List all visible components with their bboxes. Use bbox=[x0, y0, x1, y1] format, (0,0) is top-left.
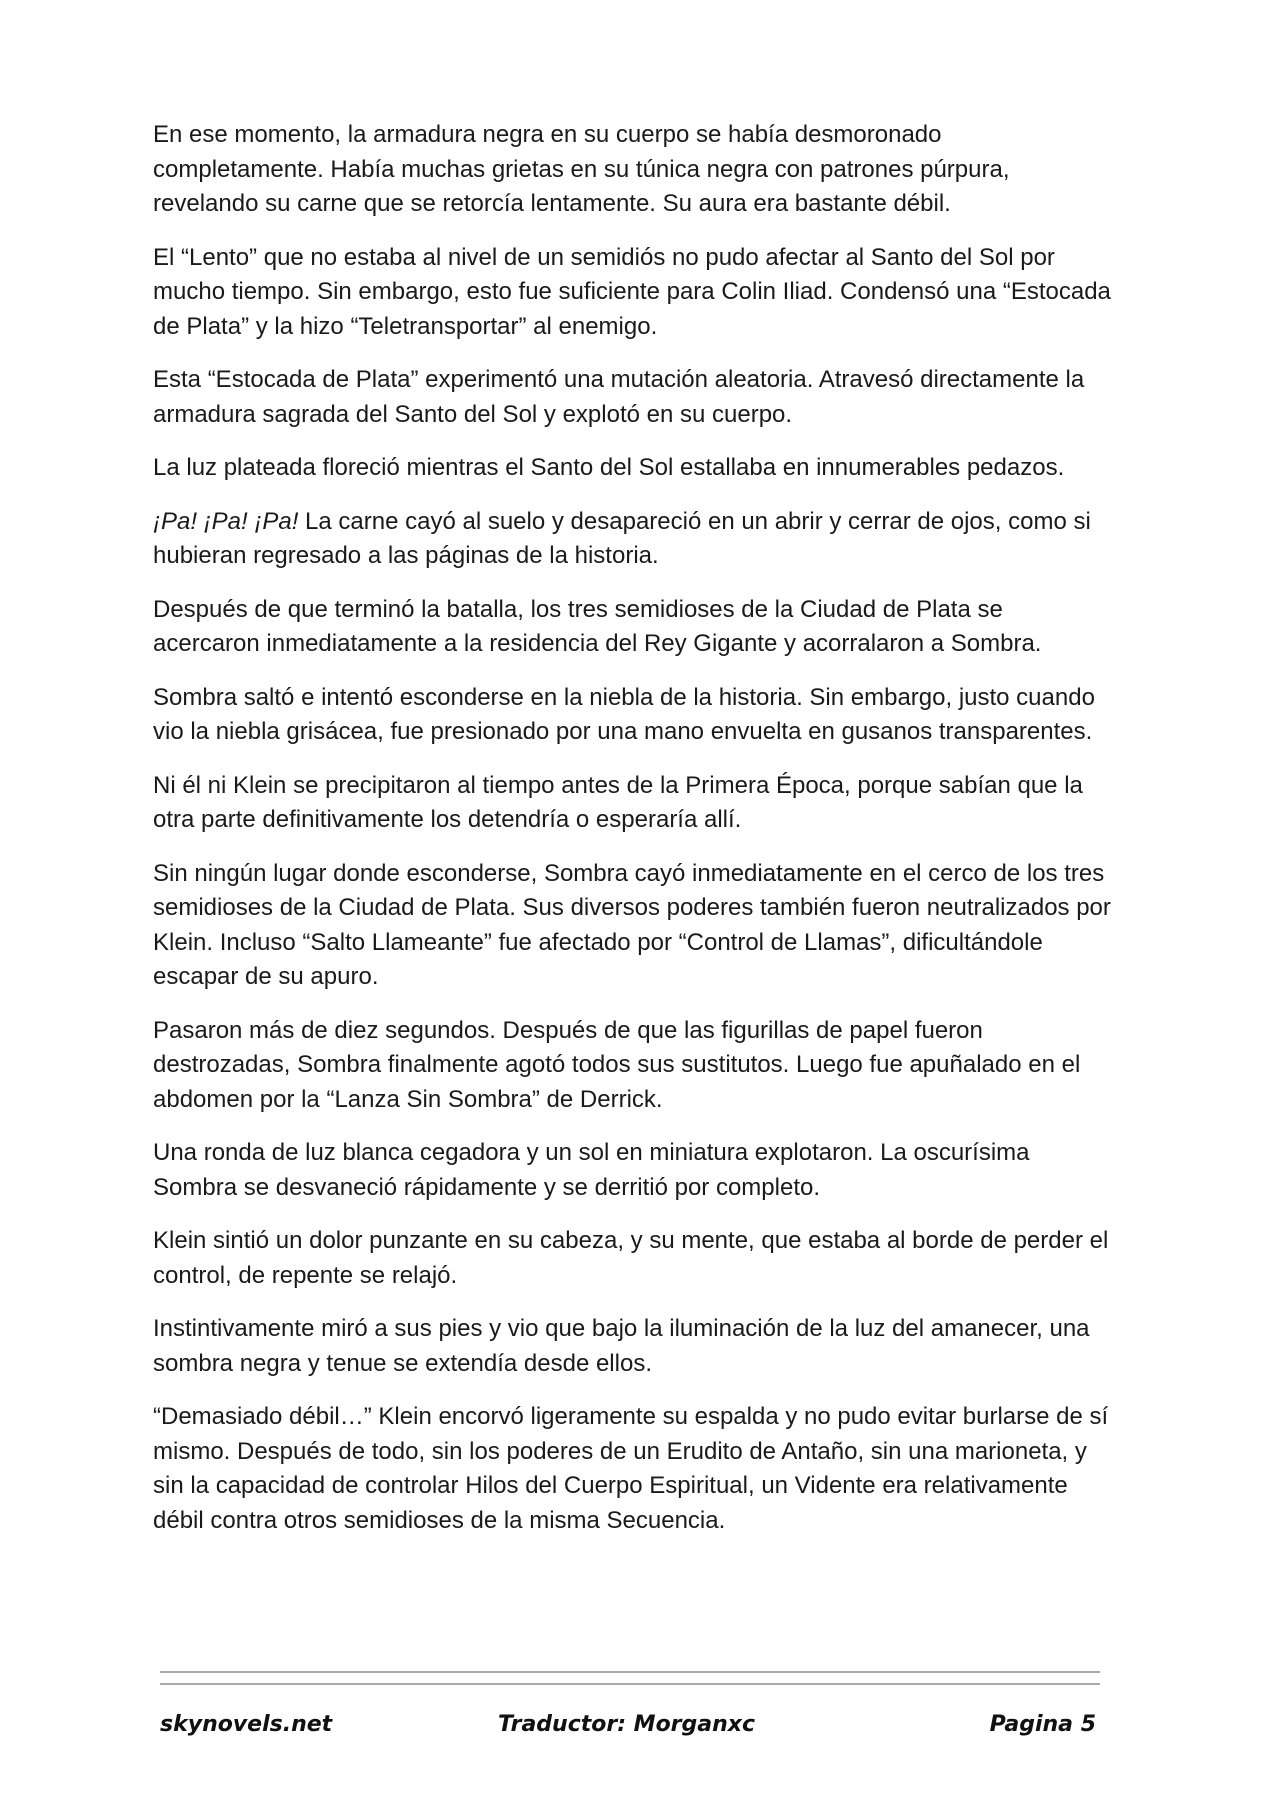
paragraph-text: Pasaron más de diez segundos. Después de que las figurillas de papel fueron destrozadas, Sombra finalmente agotó todos sus sustitutos. Luego fue apuñalado en el abdomen por la “Lanza Sin Sombra” de Derrick. bbox=[153, 1016, 1081, 1113]
footer-site: skynovels.net bbox=[160, 1712, 333, 1737]
paragraph-text: Después de que terminó la batalla, los tres semidioses de la Ciudad de Plata se acercaron inmediatamente a la residencia del Rey Gigante y acorralaron a Sombra. bbox=[153, 595, 1042, 657]
paragraph-text: La carne cayó al suelo y desapareció en un abrir y cerrar de ojos, como si hubieran regresado a las páginas de la historia. bbox=[153, 507, 1091, 569]
page-footer bbox=[160, 1712, 1100, 1746]
paragraph bbox=[153, 505, 1113, 574]
paragraph bbox=[153, 681, 1113, 750]
paragraph bbox=[153, 363, 1113, 432]
paragraph-text: Esta “Estocada de Plata” experimentó una mutación aleatoria. Atravesó directamente la armadura sagrada del Santo del Sol y explotó en su cuerpo. bbox=[153, 366, 1085, 428]
paragraph bbox=[153, 1400, 1113, 1538]
document-body bbox=[153, 118, 1113, 1557]
paragraph bbox=[153, 241, 1113, 345]
paragraph-italic-prefix: ¡Pa! ¡Pa! ¡Pa! bbox=[153, 507, 299, 535]
paragraph-text: Instintivamente miró a sus pies y vio que bajo la iluminación de la luz del amanecer, una sombra negra y tenue se extendía desde ellos. bbox=[153, 1315, 1090, 1377]
paragraph-text: El “Lento” que no estaba al nivel de un semidiós no pudo afectar al Santo del Sol por mucho tiempo. Sin embargo, esto fue suficiente para Colin Iliad. Condensó una “Estocada de Plata” y la hizo “Teletransportar” al enemigo. bbox=[153, 243, 1111, 340]
paragraph-text: Sombra saltó e intentó esconderse en la niebla de la historia. Sin embargo, justo cuando vio la niebla grisácea, fue presionado por una mano envuelta en gusanos transparentes. bbox=[153, 683, 1095, 745]
paragraph-text: La luz plateada floreció mientras el Santo del Sol estallaba en innumerables pedazos. bbox=[153, 454, 1065, 481]
paragraph bbox=[153, 1312, 1113, 1381]
paragraph-text: Klein sintió un dolor punzante en su cabeza, y su mente, que estaba al borde de perder el control, de repente se relajó. bbox=[153, 1227, 1109, 1289]
paragraph bbox=[153, 118, 1113, 222]
paragraph-text: En ese momento, la armadura negra en su cuerpo se había desmoronado completamente. Había muchas grietas en su túnica negra con patrones púrpura, revelando su carne que se retorcía lentamente. Su aura era bastante débil. bbox=[153, 121, 1010, 217]
paragraph bbox=[153, 593, 1113, 662]
paragraph-text: “Demasiado débil…” Klein encorvó ligeramente su espalda y no pudo evitar burlarse de sí mismo. Después de todo, sin los poderes de un Erudito de Antaño, sin una marioneta, y sin la capacidad de controlar Hilos del Cuerpo Espiritual, un Vidente era relativamente débil contra otros semidioses de la misma Secuencia. bbox=[153, 1403, 1109, 1534]
paragraph bbox=[153, 1136, 1113, 1205]
paragraph bbox=[153, 451, 1113, 486]
footer-divider bbox=[160, 1683, 1100, 1685]
paragraph bbox=[153, 769, 1113, 838]
footer-page-number: Pagina 5 bbox=[989, 1712, 1096, 1737]
footer-divider bbox=[160, 1671, 1100, 1673]
paragraph-text: Una ronda de luz blanca cegadora y un sol en miniatura explotaron. La oscurísima Sombra se desvaneció rápidamente y se derritió por completo. bbox=[153, 1139, 1030, 1201]
footer-translator: Traductor: Morganxc bbox=[498, 1712, 756, 1737]
paragraph bbox=[153, 1224, 1113, 1293]
paragraph bbox=[153, 857, 1113, 995]
paragraph-text: Sin ningún lugar donde esconderse, Sombra cayó inmediatamente en el cerco de los tres semidioses de la Ciudad de Plata. Sus diversos poderes también fueron neutralizados por Klein. Incluso “Salto Llameante” fue afectado por “Control de Llamas”, dificultándole escapar de su apuro. bbox=[153, 859, 1111, 990]
paragraph-text: Ni él ni Klein se precipitaron al tiempo antes de la Primera Época, porque sabían que la otra parte definitivamente los detendría o esperaría allí. bbox=[153, 771, 1083, 833]
paragraph bbox=[153, 1014, 1113, 1118]
